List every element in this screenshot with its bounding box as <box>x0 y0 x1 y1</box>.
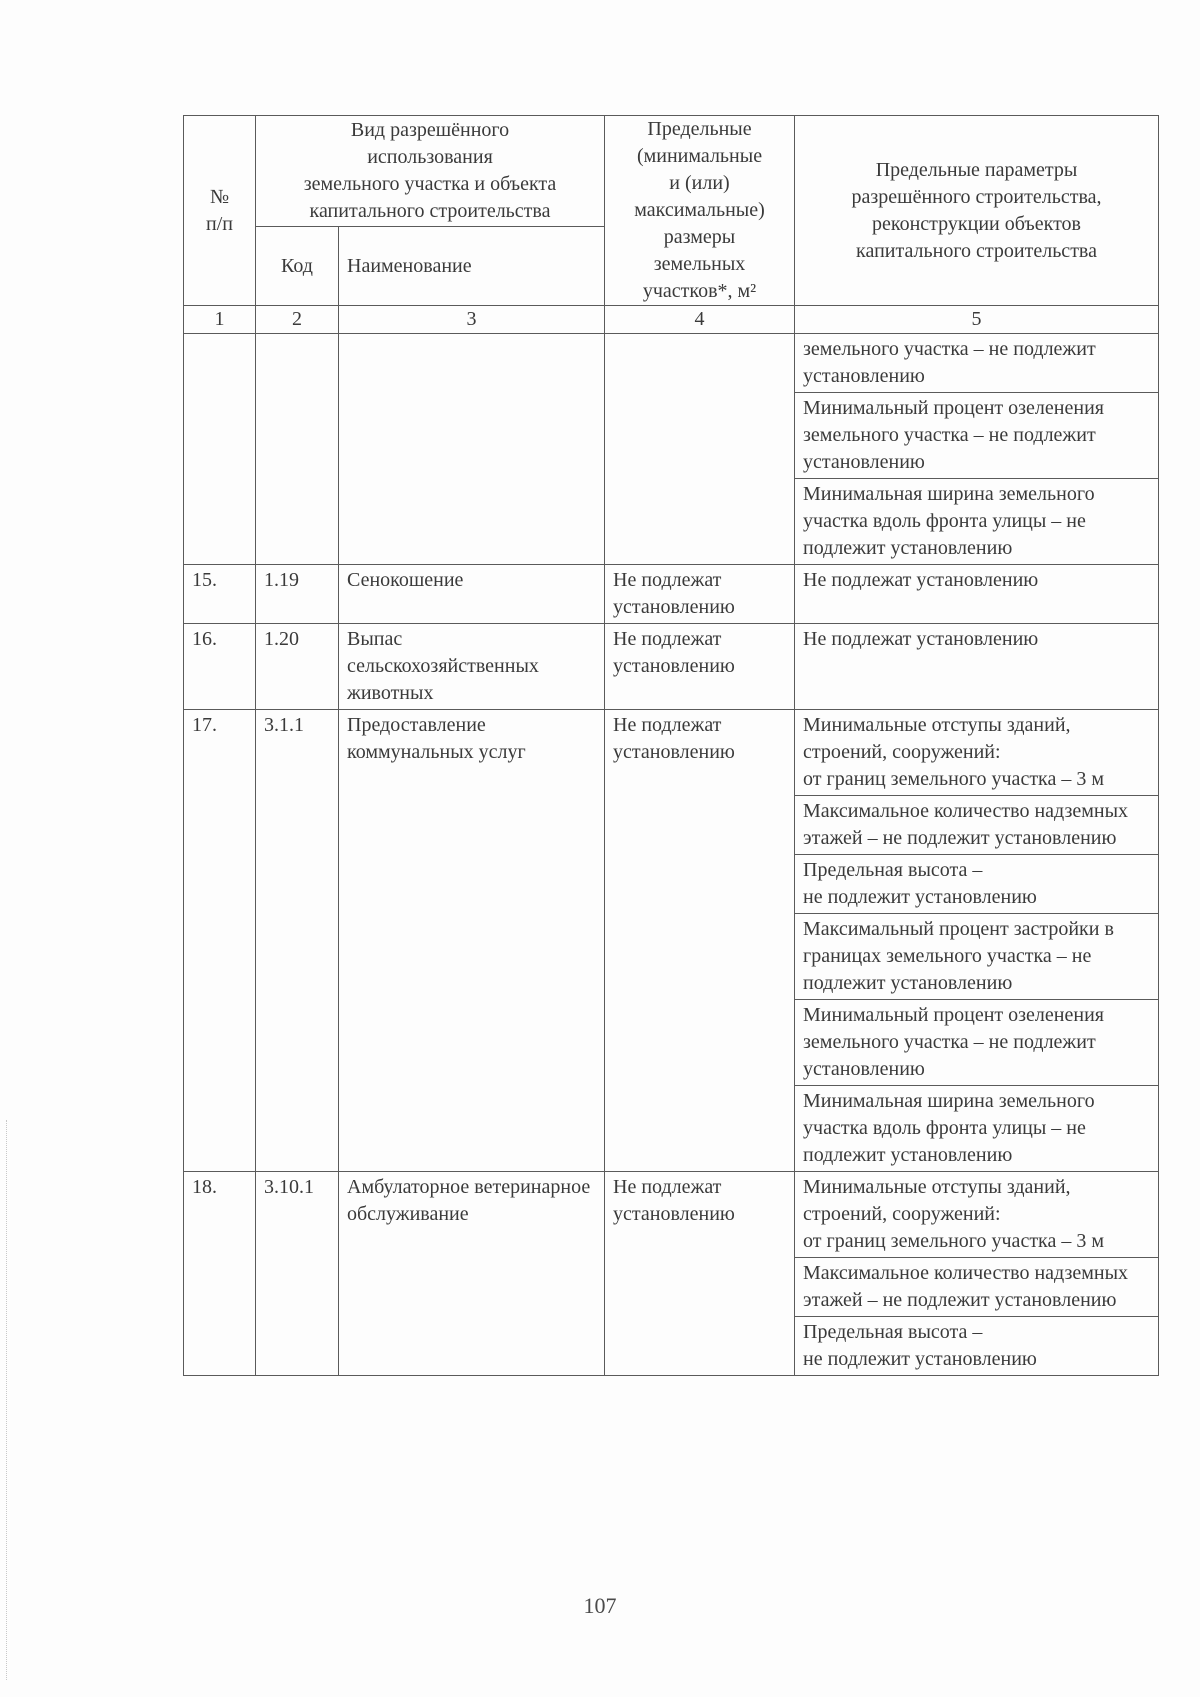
header-plot-size: Предельные (минимальные и (или) максимальные) размеры земельных участков*, м² <box>605 116 795 306</box>
row-params <box>795 334 1159 565</box>
row-number: 15. <box>184 565 256 624</box>
param-item: Минимальный процент озеленения земельного участка – не подлежит установлению <box>795 392 1158 478</box>
param-item: Минимальная ширина земельного участка вдоль фронта улицы – не подлежит установлению <box>795 1085 1158 1171</box>
row-name: Амбулаторное ветеринарное обслуживание <box>339 1172 605 1376</box>
table-row <box>184 334 1159 565</box>
row-size: Не подлежат установлению <box>605 565 795 624</box>
table-row <box>184 1172 1159 1376</box>
row-size: Не подлежат установлению <box>605 1172 795 1376</box>
param-item: Минимальная ширина земельного участка вдоль фронта улицы – не подлежит установлению <box>795 478 1158 564</box>
header-build-params: Предельные параметры разрешённого строительства, реконструкции объектов капитального строительства <box>795 116 1159 306</box>
param-item: Минимальные отступы зданий, строений, сооружений: от границ земельного участка – 3 м <box>803 714 1105 790</box>
row-number: 18. <box>184 1172 256 1376</box>
param-item: Предельная высота – не подлежит установлению <box>795 854 1158 913</box>
land-use-table <box>183 115 1159 1376</box>
column-number: 3 <box>339 306 605 334</box>
column-number: 5 <box>795 306 1159 334</box>
row-code <box>256 334 339 565</box>
row-name <box>339 334 605 565</box>
table-row <box>184 710 1159 1172</box>
row-params <box>795 1172 1159 1376</box>
row-params <box>795 565 1159 624</box>
row-code: 1.19 <box>256 565 339 624</box>
row-size <box>605 334 795 565</box>
row-code: 3.1.1 <box>256 710 339 1172</box>
header-use-type: Вид разрешённого использования земельного участка и объекта капитального строительства <box>256 116 605 227</box>
column-number: 4 <box>605 306 795 334</box>
param-item: Максимальное количество надземных этажей – не подлежит установлению <box>795 1257 1158 1316</box>
param-item: Минимальные отступы зданий, строений, сооружений: от границ земельного участка – 3 м <box>803 1176 1105 1252</box>
param-item: Минимальный процент озеленения земельного участка – не подлежит установлению <box>795 999 1158 1085</box>
row-params <box>795 710 1159 1172</box>
page-number: 107 <box>583 1593 617 1618</box>
param-item: земельного участка – не подлежит установлению <box>803 338 1096 387</box>
param-item: Предельная высота – не подлежит установлению <box>795 1316 1158 1375</box>
row-number <box>184 334 256 565</box>
header-code: Код <box>256 227 339 306</box>
row-name: Выпас сельскохозяйственных животных <box>339 624 605 710</box>
row-size: Не подлежат установлению <box>605 624 795 710</box>
param-item: Максимальный процент застройки в границах земельного участка – не подлежит установлению <box>795 913 1158 999</box>
row-name: Сенокошение <box>339 565 605 624</box>
row-number: 17. <box>184 710 256 1172</box>
header-name: Наименование <box>339 227 605 306</box>
row-params <box>795 624 1159 710</box>
param-item: Максимальное количество надземных этажей – не подлежит установлению <box>795 795 1158 854</box>
row-code: 3.10.1 <box>256 1172 339 1376</box>
column-number: 1 <box>184 306 256 334</box>
row-name: Предоставление коммунальных услуг <box>339 710 605 1172</box>
row-size: Не подлежат установлению <box>605 710 795 1172</box>
table-row <box>184 624 1159 710</box>
param-item: Не подлежат установлению <box>803 628 1039 650</box>
param-item: Не подлежат установлению <box>803 569 1039 591</box>
row-number: 16. <box>184 624 256 710</box>
table-row <box>184 565 1159 624</box>
header-number: № п/п <box>184 116 256 306</box>
column-number-row <box>184 306 1159 334</box>
row-code: 1.20 <box>256 624 339 710</box>
column-number: 2 <box>256 306 339 334</box>
